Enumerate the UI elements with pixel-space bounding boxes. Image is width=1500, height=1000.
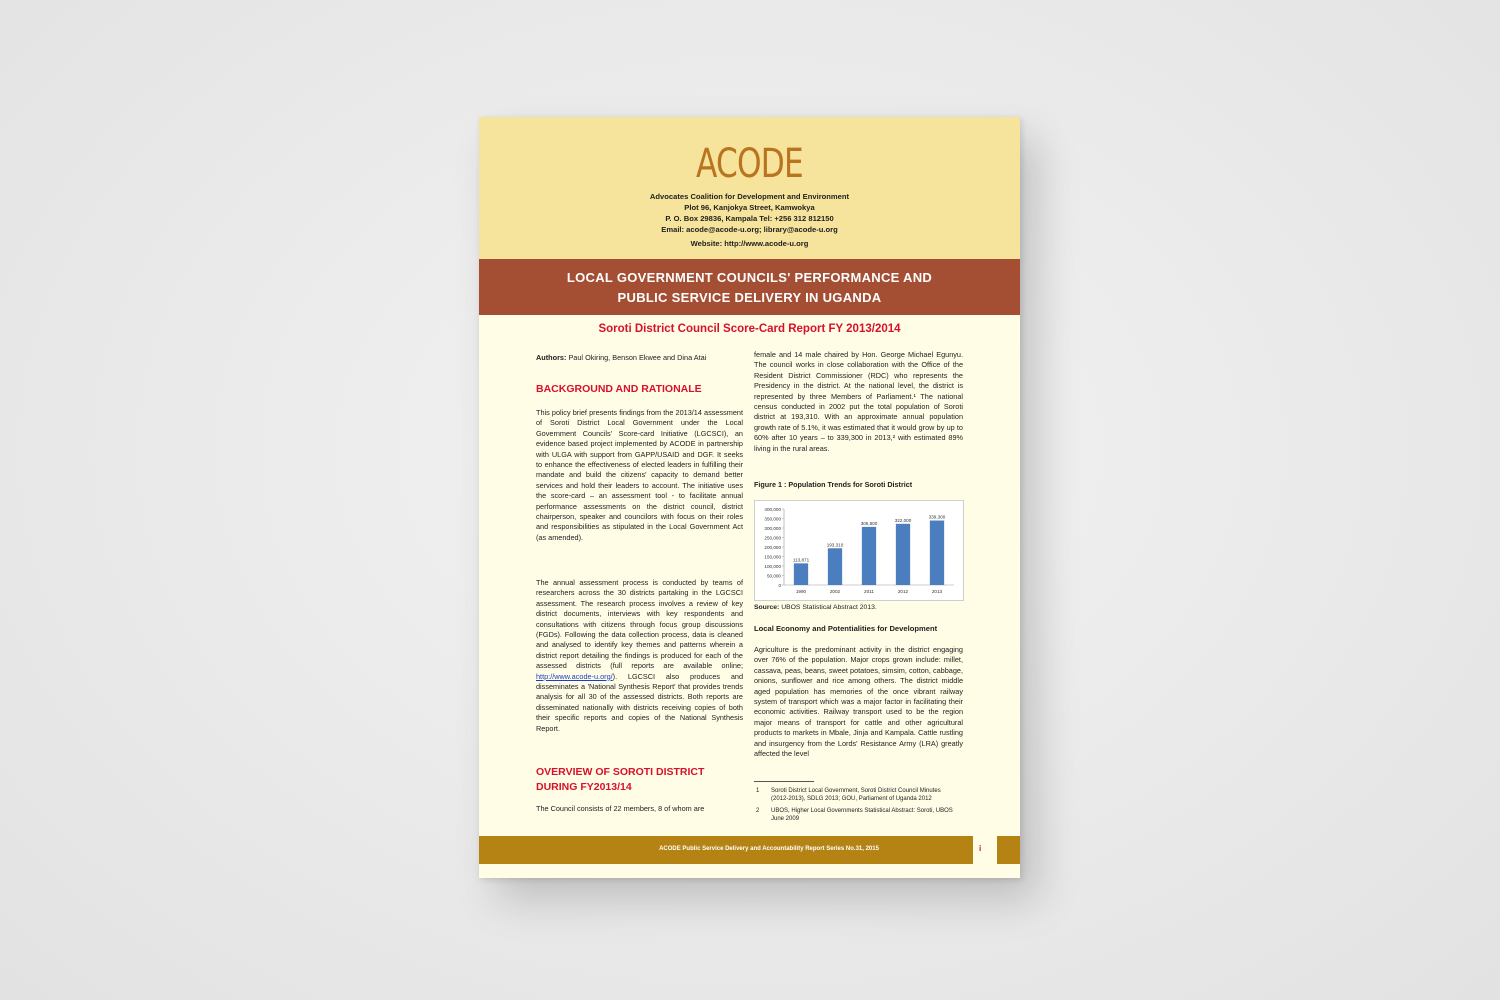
y-tick-label: 400,000	[764, 506, 781, 512]
address-line-2: P. O. Box 29836, Kampala Tel: +256 312 812150	[665, 214, 834, 223]
y-tick-label: 300,000	[764, 525, 781, 531]
footer-page-number: i	[979, 844, 982, 853]
bar-data-label: 193,310	[826, 542, 844, 548]
paragraph-council-continued: female and 14 male chaired by Hon. George Michael Egunyu. The council works in close collaboration with the Office of the Resident District Commissioner (RDC) who represents the Presidency in the district. At the national level, the district is represented by three Members of Parliament.¹ The national census conducted in 2002 put the total population of Soroti district at 193,310. With an approximate annual population growth rate of 5.1%, it was estimated that it would grow by up to 60% after 10 years – to 339,300 in 2013,² with estimated 89% living in the rural areas.	[754, 350, 963, 453]
x-tick-label: 2013	[931, 589, 943, 594]
bar	[794, 563, 808, 585]
org-name: Advocates Coalition for Development and Environment	[649, 192, 850, 201]
bar-data-label: 322,000	[894, 517, 912, 523]
y-tick-label: 0	[778, 582, 781, 588]
footnote-2-number: 2	[756, 808, 760, 814]
y-tick-label: 200,000	[764, 544, 781, 550]
x-tick-label: 1990	[795, 589, 807, 594]
population-chart	[754, 500, 964, 601]
banner-title-line-2: PUBLIC SERVICE DELIVERY IN UGANDA	[617, 290, 882, 305]
footnote-divider	[754, 781, 814, 782]
x-tick-label: 2012	[897, 589, 909, 594]
document-page	[479, 117, 1020, 878]
bar-data-label: 339,300	[928, 514, 946, 520]
acode-website-link[interactable]: http://www.acode-u.org/	[536, 671, 613, 681]
bar	[930, 521, 944, 585]
paragraph-background: This policy brief presents findings from the 2013/14 assessment of Soroti District Local Government under the Local Government Councils' Score-card Initiative (LGCSCI), an evidence based project implemented by ACODE in partnership with ULGA with support from GAPP/USAID and DGF. It seeks to enhance the effectiveness of elected leaders in fulfilling their mandate and build the citizens' capacity to demand better services and hold their leaders to account. The initiative uses the score-card – an assessment tool - to facilitate annual performance assessments on the district council, district chairperson, speaker and councilors with focus on their roles and responsibilities as stipulated in the Local Government Act (as amended).	[536, 408, 743, 542]
figure-source-label: Source:	[754, 604, 780, 611]
paragraph-council: The Council consists of 22 members, 8 of whom are	[536, 804, 705, 813]
authors-names: Paul Okiring, Benson Ekwee and Dina Atai	[568, 353, 707, 362]
footer-series-text: ACODE Public Service Delivery and Accountability Report Series No.31, 2015	[659, 846, 879, 852]
paragraph-local-economy: Agriculture is the predominant activity in the district engaging over 76% of the population. Major crops grown include: millet, cassava, peas, beans, sweet potatoes, simsim, cotton, cabbage, onions, sunflower and rice among others. The district middle aged population has memories of the once vibrant railway system of transport which was a major factor in facilitating their economic activities. Railway transport used to be the region major means of transport for cattle and other agricultural products to markets in Mbale, Jinja and Kampala. Cattle rustling and insurgency from the Lords' Resistance Army (LRA) greatly affected the level	[754, 645, 963, 759]
figure-source	[754, 603, 964, 613]
paragraph-assessment-text-a: The annual assessment process is conducted by teams of researchers across the 30 districts partaking in the LGCSCI assessment. The research process involves a review of key district documents, interviews with key respondents and consultations with citizens through focus group discussions (FGDs). Following the data collection process, data is cleaned and analysed to identify key themes and patterns wherein a district report detailing the findings is produced for each of the assessed districts (full reports are available online;	[536, 578, 743, 671]
bar	[862, 527, 876, 585]
footnote-1-number: 1	[756, 788, 760, 794]
heading-local-economy: Local Economy and Potentialities for Development	[754, 624, 938, 633]
x-tick-label: 2002	[829, 589, 841, 594]
page-header	[479, 117, 1020, 259]
address-line-1: Plot 96, Kanjokya Street, Kamwokya	[684, 203, 815, 212]
bar	[896, 524, 910, 585]
footer-page-box	[973, 836, 997, 864]
heading-overview-line-2: DURING FY2013/14	[536, 781, 632, 793]
y-tick-label: 50,000	[766, 573, 781, 579]
figure-title: Figure 1 : Population Trends for Soroti District	[754, 480, 913, 489]
x-tick-label: 2011	[864, 589, 874, 594]
y-tick-label: 250,000	[764, 535, 781, 541]
authors-line	[536, 353, 743, 363]
footnote-1-text: Soroti District Local Government, Soroti District Council Minutes (2012-2013), SDLG 2013; GOU, Parliament of Uganda 2012	[771, 788, 941, 803]
paragraph-assessment	[536, 578, 743, 734]
footnote-2-text: UBOS, Higher Local Governments Statistical Abstract: Soroti, UBOS June 2009	[771, 808, 953, 823]
bar-data-label: 113,871	[792, 557, 810, 563]
email-line: Email: acode@acode-u.org; library@acode-u.org	[661, 225, 838, 234]
y-tick-label: 150,000	[764, 554, 781, 560]
heading-background: BACKGROUND AND RATIONALE	[536, 383, 702, 395]
bar	[828, 548, 842, 585]
report-subtitle: Soroti District Council Score-Card Report FY 2013/2014	[598, 323, 901, 335]
banner-title-line-1: LOCAL GOVERNMENT COUNCILS' PERFORMANCE AND	[566, 270, 933, 285]
heading-overview-line-1: OVERVIEW OF SOROTI DISTRICT	[536, 766, 705, 778]
bar-data-label: 305,800	[860, 520, 878, 526]
figure-source-text: UBOS Statistical Abstract 2013.	[781, 604, 877, 611]
authors-label: Authors:	[536, 353, 567, 362]
acode-logo: ACODE	[696, 141, 803, 187]
title-banner	[479, 259, 1020, 315]
y-tick-label: 350,000	[764, 516, 781, 522]
website-line: Website: http://www.acode-u.org	[690, 239, 809, 248]
page-footer	[479, 836, 1020, 864]
paragraph-assessment-text-b: ). LGCSCI also produces and disseminates a 'National Synthesis Report' that provides trends analysis for all 30 of the assessed districts. Both reports are disseminated nationally with districts receiving copies of both their specific reports and copies of the National Synthesis Report.	[536, 671, 743, 733]
y-tick-label: 100,000	[764, 563, 781, 569]
